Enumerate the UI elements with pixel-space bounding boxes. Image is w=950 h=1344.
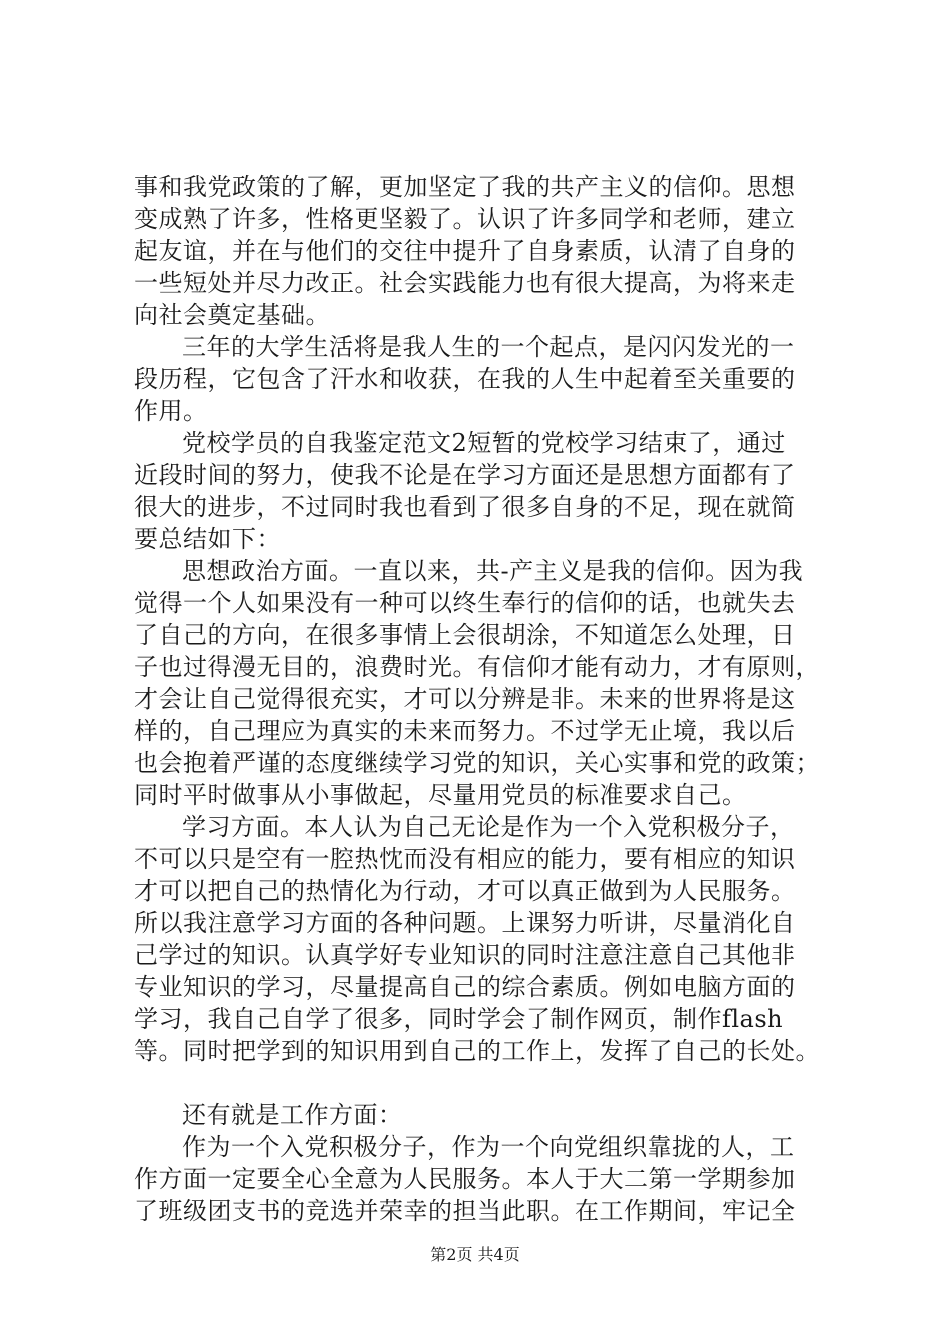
text-line: 己学过的知识。认真学好专业知识的同时注意注意自己其他非 — [134, 941, 796, 969]
text-line: 作为一个入党积极分子，作为一个向党组织靠拢的人，工 — [182, 1133, 795, 1161]
text-line: 才会让自己觉得很充实，才可以分辨是非。未来的世界将是这 — [134, 685, 796, 713]
text-line: 不可以只是空有一腔热忱而没有相应的能力，要有相应的知识 — [134, 845, 796, 873]
text-line: 事和我党政策的了解，更加坚定了我的共产主义的信仰。思想 — [134, 173, 796, 201]
text-line: 也会抱着严谨的态度继续学习党的知识，关心实事和党的政策； — [134, 749, 820, 777]
text-line: 觉得一个人如果没有一种可以终生奉行的信仰的话，也就失去 — [134, 589, 796, 617]
text-line: 段历程，它包含了汗水和收获，在我的人生中起着至关重要的 — [134, 365, 796, 393]
blank-line — [134, 1067, 834, 1099]
text-line: 还有就是工作方面： — [182, 1101, 403, 1129]
text-line: 一些短处并尽力改正。社会实践能力也有很大提高，为将来走 — [134, 269, 796, 297]
text-line: 才可以把自己的热情化为行动，才可以真正做到为人民服务。 — [134, 877, 796, 905]
text-line: 向社会奠定基础。 — [134, 301, 330, 329]
text-line: 样的，自己理应为真实的未来而努力。不过学无止境，我以后 — [134, 717, 796, 745]
text-line: 起友谊，并在与他们的交往中提升了自身素质，认清了自身的 — [134, 237, 796, 265]
text-line: 思想政治方面。一直以来，共-产主义是我的信仰。因为我 — [182, 557, 804, 585]
text-line: 学习方面。本人认为自己无论是作为一个入党积极分子， — [182, 813, 795, 841]
page-footer: 第2页 共4页 — [430, 1245, 520, 1264]
text-line: 变成熟了许多，性格更坚毅了。认识了许多同学和老师，建立 — [134, 205, 796, 233]
text-line: 子也过得漫无目的，浪费时光。有信仰才能有动力，才有原则， — [134, 653, 820, 681]
text-line: 很大的进步，不过同时我也看到了很多自身的不足，现在就简 — [134, 493, 796, 521]
text-line: 党校学员的自我鉴定范文2短暂的党校学习结束了，通过 — [182, 429, 786, 457]
text-line: 所以我注意学习方面的各种问题。上课努力听讲，尽量消化自 — [134, 909, 796, 937]
document-body — [134, 171, 834, 1227]
text-line: 学习，我自己自学了很多，同时学会了制作网页，制作flash — [134, 1005, 784, 1033]
text-line: 三年的大学生活将是我人生的一个起点，是闪闪发光的一 — [182, 333, 795, 361]
text-line: 近段时间的努力，使我不论是在学习方面还是思想方面都有了 — [134, 461, 796, 489]
text-line: 了自己的方向，在很多事情上会很胡涂，不知道怎么处理，日 — [134, 621, 796, 649]
text-line: 专业知识的学习，尽量提高自己的综合素质。例如电脑方面的 — [134, 973, 796, 1001]
text-line: 同时平时做事从小事做起，尽量用党员的标准要求自己。 — [134, 781, 747, 809]
text-line: 要总结如下： — [134, 525, 281, 553]
text-line: 等。同时把学到的知识用到自己的工作上，发挥了自己的长处。 — [134, 1037, 820, 1065]
text-line: 作用。 — [134, 397, 208, 425]
text-line: 了班级团支书的竞选并荣幸的担当此职。在工作期间，牢记全 — [134, 1197, 796, 1225]
text-line: 作方面一定要全心全意为人民服务。本人于大二第一学期参加 — [134, 1165, 796, 1193]
